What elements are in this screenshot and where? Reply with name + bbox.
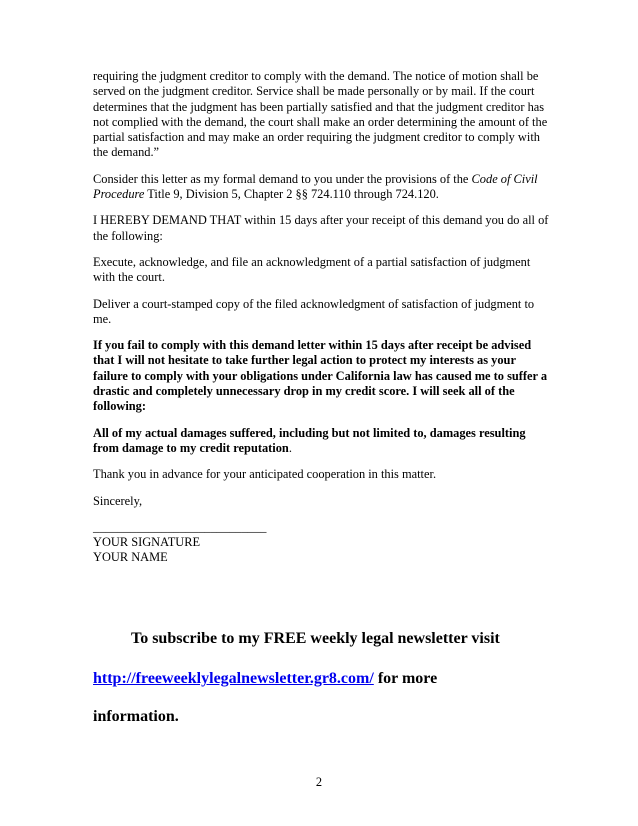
name-label: YOUR NAME [93, 550, 168, 565]
damages-paragraph [93, 426, 553, 457]
damages-text: All of my actual damages suffered, including but not limited to, damages resulting from damage to my credit reputation [93, 425, 526, 455]
thanks-paragraph: Thank you in advance for your anticipated cooperation in this matter. [93, 467, 437, 482]
demand-item-deliver: Deliver a court-stamped copy of the filed acknowledgment of satisfaction of judgment to me. [93, 296, 535, 326]
statute-quote-paragraph: requiring the judgment creditor to comply with the demand. The notice of motion shall be served on the judgment creditor. Service shall be made personally or by mail. If the court determines that the judgment has been partially satisfied and that the judgment creditor has not complied with the demand, the court shall make an order determining the amount of the partial satisfaction and may make an order requiring the judgment creditor to comply with the demand.” [93, 69, 548, 160]
signature-block [93, 520, 553, 566]
code-reference: Code of Civil Procedure [93, 171, 538, 202]
newsletter-link-line [93, 670, 437, 688]
newsletter-closing-line: information. [93, 708, 179, 725]
signature-label: YOUR SIGNATURE [93, 535, 201, 550]
signature-line: ____________________________ [93, 519, 267, 534]
demand-item-execute: Execute, acknowledge, and file an acknowledgment of a partial satisfaction of judgment with the court. [93, 254, 531, 285]
formal-demand-text-start: Consider this letter as my formal demand to you under the provisions of the [93, 171, 472, 186]
damages-period: . [288, 440, 292, 455]
demand-intro-paragraph: I HEREBY DEMAND THAT within 15 days after your receipt of this demand you do all of the following: [93, 213, 549, 243]
page-number: 2 [315, 775, 323, 789]
newsletter-link[interactable]: http://freeweeklylegalnewsletter.gr8.com/ [93, 670, 374, 687]
letter-body [93, 69, 553, 566]
newsletter-link-suffix: for more [373, 670, 438, 687]
formal-demand-paragraph [93, 172, 553, 203]
closing-salutation: Sincerely, [93, 493, 143, 508]
newsletter-line: To subscribe to my FREE weekly legal newsletter visit [131, 630, 500, 647]
warning-paragraph: If you fail to comply with this demand letter within 15 days after receipt be advised that I will not hesitate to take further legal action to protect my interests as your failure to comply with your obligations under California law has caused me to suffer a drastic and completely unnecessary drop in my credit score. I will seek all of the following: [93, 338, 548, 414]
formal-demand-text-end: Title 9, Division 5, Chapter 2 §§ 724.110 through 724.120. [144, 187, 439, 202]
